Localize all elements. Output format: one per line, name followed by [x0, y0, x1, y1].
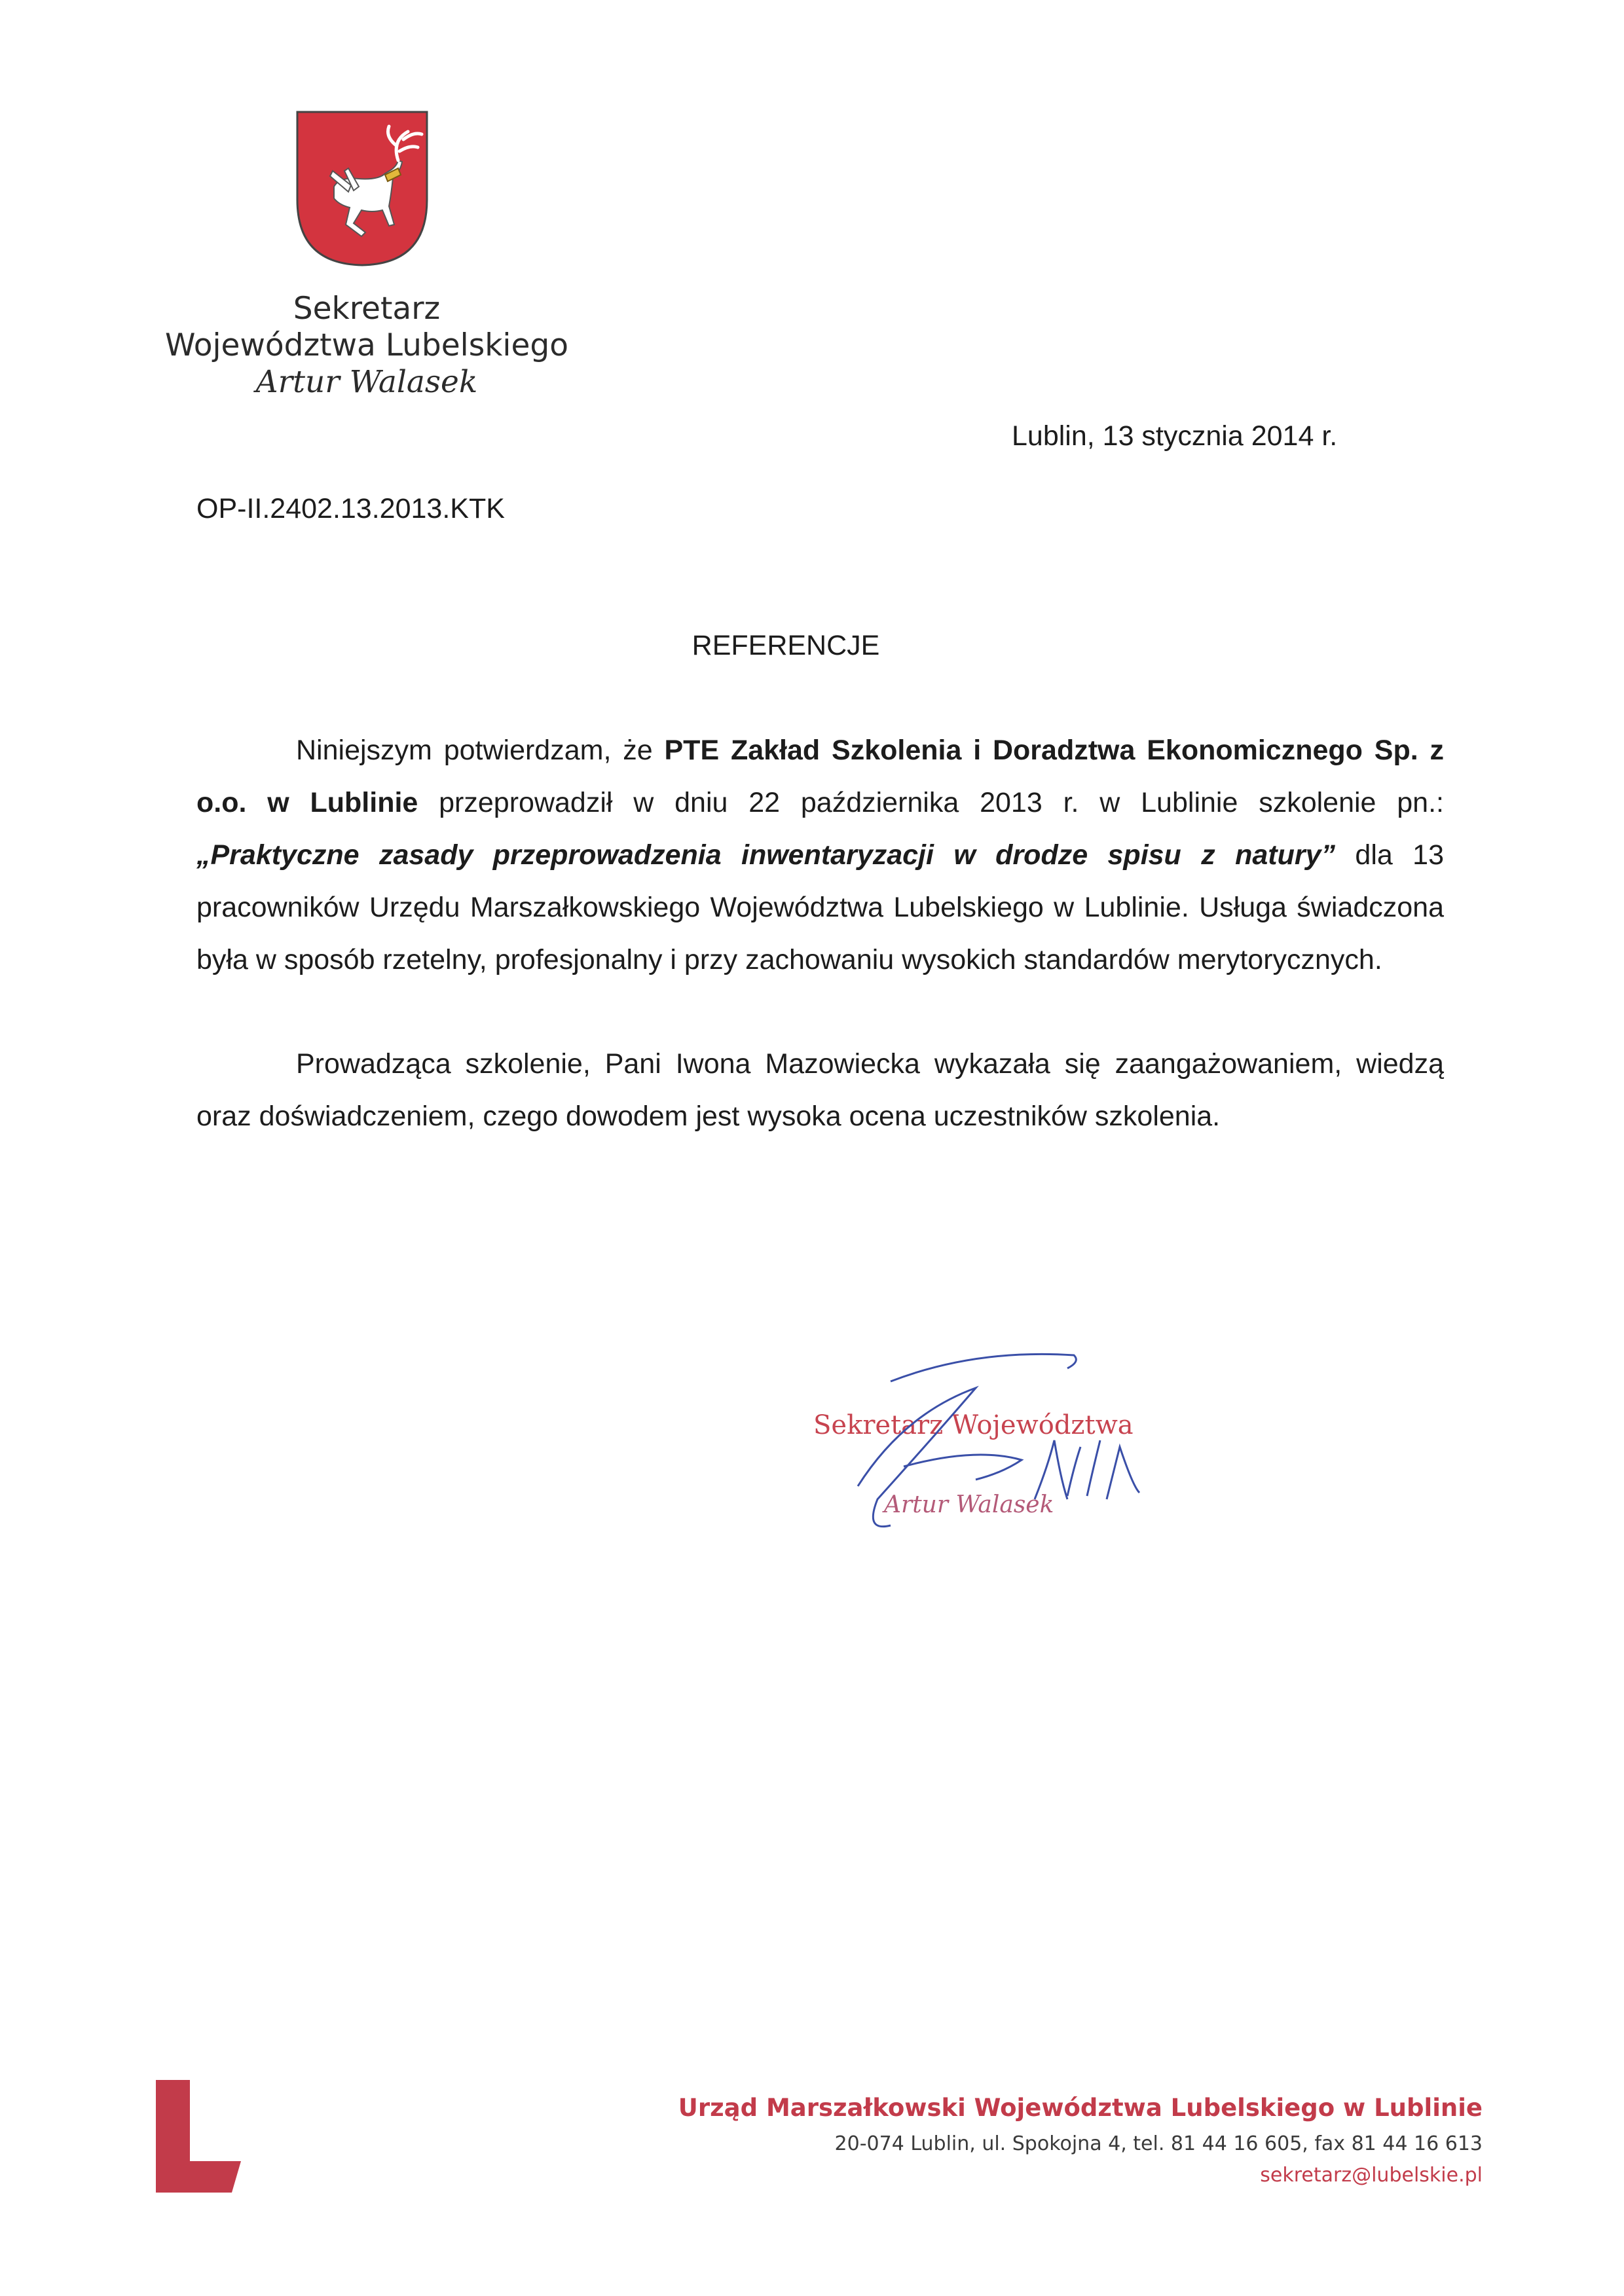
company-name: PTE Zakład Szkolenia i Doradztwa Ekonomicznego Sp. z o.o. w Lublinie [196, 735, 1444, 818]
header-title: Sekretarz [293, 291, 441, 327]
letter-title: REFERENCJE [692, 630, 880, 661]
footer-organization: Urząd Marszałkowski Województwa Lubelskiego w Lublinie [678, 2094, 1483, 2122]
p1-intro: Niniejszym potwierdzam, że [296, 735, 665, 766]
header-subtitle: Województwa Lubelskiego [165, 327, 568, 363]
coat-of-arms-icon [293, 108, 431, 268]
p1-end: dla 13 pracowników Urzędu Marszałkowskiego Województwa Lubelskiego w Lublinie. Usługa świadczona była w sposób rzetelny, profesjonalny i przy zachowaniu wysokich standardów merytorycznych. [196, 839, 1445, 975]
paragraph-2: Prowadząca szkolenie, Pani Iwona Mazowiecka wykazała się zaangażowaniem, wiedzą oraz doświadczeniem, czego dowodem jest wysoka ocena uczestników szkolenia. [196, 1048, 1444, 1132]
letter-date: Lublin, 13 stycznia 2014 r. [1012, 420, 1338, 452]
reference-number: OP-II.2402.13.2013.KTK [196, 493, 505, 524]
lubelskie-l-logo-icon [156, 2080, 241, 2193]
footer-address: 20-074 Lublin, ul. Spokojna 4, tel. 81 44 16 605, fax 81 44 16 613 [834, 2132, 1483, 2155]
header-name: Artur Walasek [255, 364, 478, 400]
signature-stamp [805, 1336, 1172, 1545]
paragraph-1 [196, 724, 1444, 986]
stamp-line-2: Artur Walasek [884, 1491, 1054, 1518]
footer-email-link[interactable]: sekretarz@lubelskie.pl [1260, 2164, 1483, 2187]
stamp-line-1: Sekretarz Województwa [813, 1410, 1134, 1440]
p1-middle: przeprowadził w dniu 22 października 2013 r. w Lublinie szkolenie pn.: [418, 787, 1444, 818]
course-title: „Praktyczne zasady przeprowadzenia inwentaryzacji w drodze spisu z natury” [196, 839, 1336, 871]
